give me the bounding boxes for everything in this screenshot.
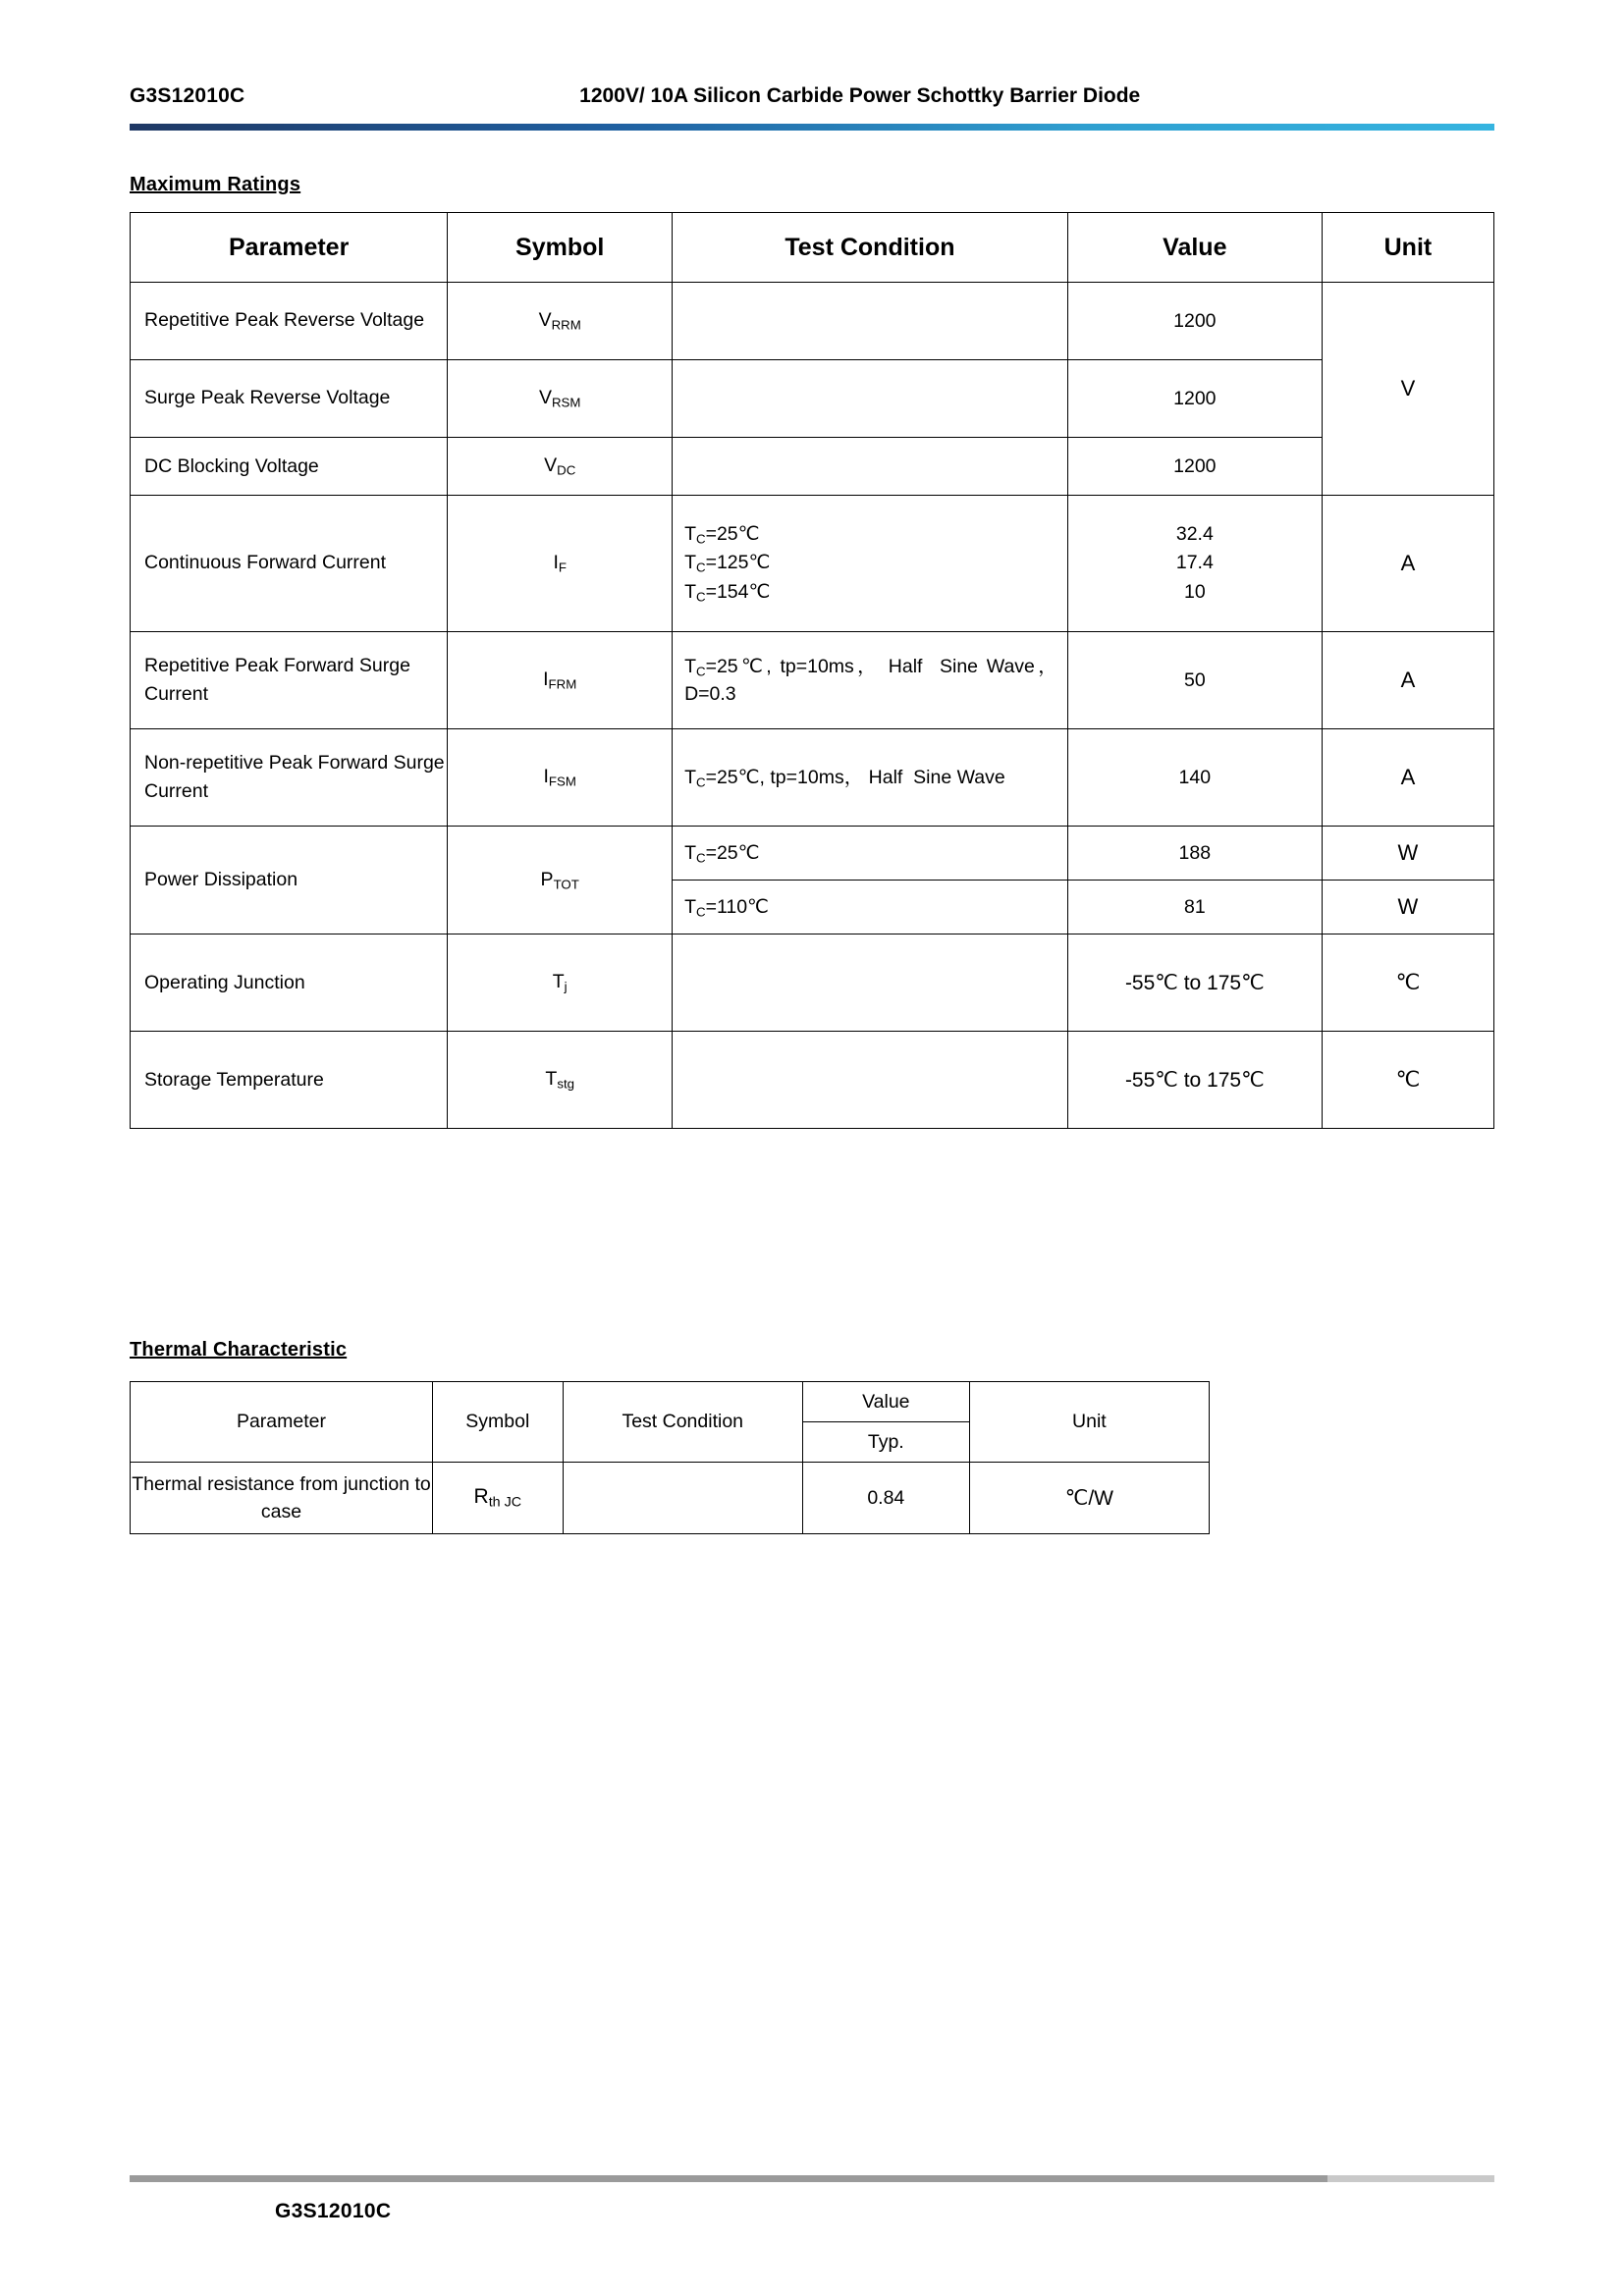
symbol-base: T [545,1068,558,1091]
table-row [131,1032,1494,1129]
cell-test-condition: $T_C=25℃$, tp=10ms， Half Sine Wave [673,729,1068,827]
footer-divider [130,2175,1494,2182]
cell-symbol [448,1032,673,1129]
column-header-unit: Unit [1322,213,1493,283]
cell-symbol [448,283,673,360]
cell-symbol [448,934,673,1032]
cell-parameter: Thermal resistance from junction to case [131,1463,433,1534]
cell-value: 0.84 [802,1463,969,1534]
cell-test-condition [673,438,1068,496]
symbol-base: I [553,552,559,574]
cell-test-condition [563,1463,802,1534]
value-line: 10 [1183,580,1206,603]
cell-symbol [448,632,673,729]
cell-unit: W [1322,827,1493,881]
symbol-subscript: FSM [548,774,576,789]
page-footer [130,2175,1494,2223]
cell-parameter: Continuous Forward Current [131,496,448,632]
cell-value: 140 [1067,729,1322,827]
cell-symbol [448,496,673,632]
value-line: 32.4 [1175,523,1214,546]
cell-value: 81 [1067,881,1322,934]
section-title-thermal-characteristic: Thermal Characteristic [130,1339,348,1361]
cell-parameter: Operating Junction [131,934,448,1032]
column-header-parameter: Parameter [131,213,448,283]
column-header-test-condition: Test Condition [563,1382,802,1463]
header-part-number: G3S12010C [130,84,245,107]
value-line: 17.4 [1175,552,1214,574]
cell-test-condition: $T_C=25℃$ [673,827,1068,881]
table-row [131,496,1494,632]
column-header-symbol: Symbol [432,1382,563,1463]
symbol-base: V [538,387,552,409]
table-row [131,827,1494,881]
header-divider [130,124,1494,131]
cell-symbol [448,729,673,827]
symbol-subscript: FRM [548,676,577,692]
cell-value: 188 [1067,827,1322,881]
cell-unit: W [1322,881,1493,934]
footer-part-number: G3S12010C [275,2200,392,2222]
cell-symbol [448,360,673,438]
condition-line: $T_C=154℃$ [684,580,771,604]
section-spacer [130,1129,1494,1296]
column-header-value: Value [802,1382,969,1422]
column-subheader-typ: Typ. [802,1422,969,1463]
symbol-subscript: TOT [553,877,579,892]
cell-value: 50 [1067,632,1322,729]
table-row [131,283,1494,360]
column-header-symbol: Symbol [448,213,673,283]
column-header-test-condition: Test Condition [673,213,1068,283]
thermal-table-wrapper [130,1381,1494,1534]
cell-parameter: Storage Temperature [131,1032,448,1129]
symbol-subscript: RRM [551,317,581,333]
symbol-base: T [552,971,565,993]
symbol-base: I [543,766,549,788]
symbol-subscript: RSM [551,395,581,410]
symbol-subscript: th JC [488,1494,522,1511]
cell-parameter: Surge Peak Reverse Voltage [131,360,448,438]
maximum-ratings-table [130,212,1494,1129]
table-row [131,1463,1210,1534]
symbol-subscript: stg [557,1076,574,1092]
cell-symbol [432,1463,563,1534]
column-header-value: Value [1067,213,1322,283]
cell-test-condition: $T_C=110℃$ [673,881,1068,934]
cell-unit: V [1322,283,1493,496]
symbol-subscript: DC [557,462,576,478]
symbol-base: V [544,454,558,477]
table-row [131,438,1494,496]
cell-value: -55℃ to 175℃ [1067,1032,1322,1129]
cell-unit: A [1322,632,1493,729]
cell-test-condition [673,283,1068,360]
cell-test-condition [673,360,1068,438]
condition-line: $T_C=125℃$ [684,552,771,575]
cell-parameter: Repetitive Peak Forward Surge Current [131,632,448,729]
table-header-row [131,213,1494,283]
symbol-base: P [540,868,554,890]
table-row [131,934,1494,1032]
column-header-unit: Unit [969,1382,1209,1463]
table-row [131,632,1494,729]
cell-parameter: DC Blocking Voltage [131,438,448,496]
cell-value: -55℃ to 175℃ [1067,934,1322,1032]
cell-unit: A [1322,496,1493,632]
cell-value: 1200 [1067,438,1322,496]
cell-unit: ℃/W [969,1463,1209,1534]
table-row [131,729,1494,827]
thermal-characteristic-table [130,1381,1210,1534]
section-title-maximum-ratings: Maximum Ratings [130,174,301,195]
header-title: 1200V/ 10A Silicon Carbide Power Schottky Barrier Diode [579,84,1141,107]
condition-line: $T_C=25℃$ [684,523,760,547]
symbol-base: I [543,668,549,691]
cell-symbol [448,438,673,496]
cell-value: 1200 [1067,283,1322,360]
cell-parameter: Power Dissipation [131,827,448,934]
cell-test-condition [673,934,1068,1032]
cell-unit: ℃ [1322,934,1493,1032]
page-header [130,0,1494,108]
cell-test-condition [673,1032,1068,1129]
cell-test-condition: $T_C=25℃$, tp=10ms， Half Sine Wave，D=0.3 [673,632,1068,729]
column-header-parameter: Parameter [131,1382,433,1463]
symbol-base: R [473,1485,489,1509]
symbol-base: V [538,309,552,332]
cell-test-condition [673,496,1068,632]
cell-parameter: Non-repetitive Peak Forward Surge Current [131,729,448,827]
table-header-row [131,1382,1210,1422]
table-row [131,360,1494,438]
cell-value: 1200 [1067,360,1322,438]
cell-symbol [448,827,673,934]
cell-value [1067,496,1322,632]
symbol-subscript: F [558,560,567,575]
cell-unit: ℃ [1322,1032,1493,1129]
cell-parameter: Repetitive Peak Reverse Voltage [131,283,448,360]
cell-unit: A [1322,729,1493,827]
symbol-subscript: j [564,979,568,994]
